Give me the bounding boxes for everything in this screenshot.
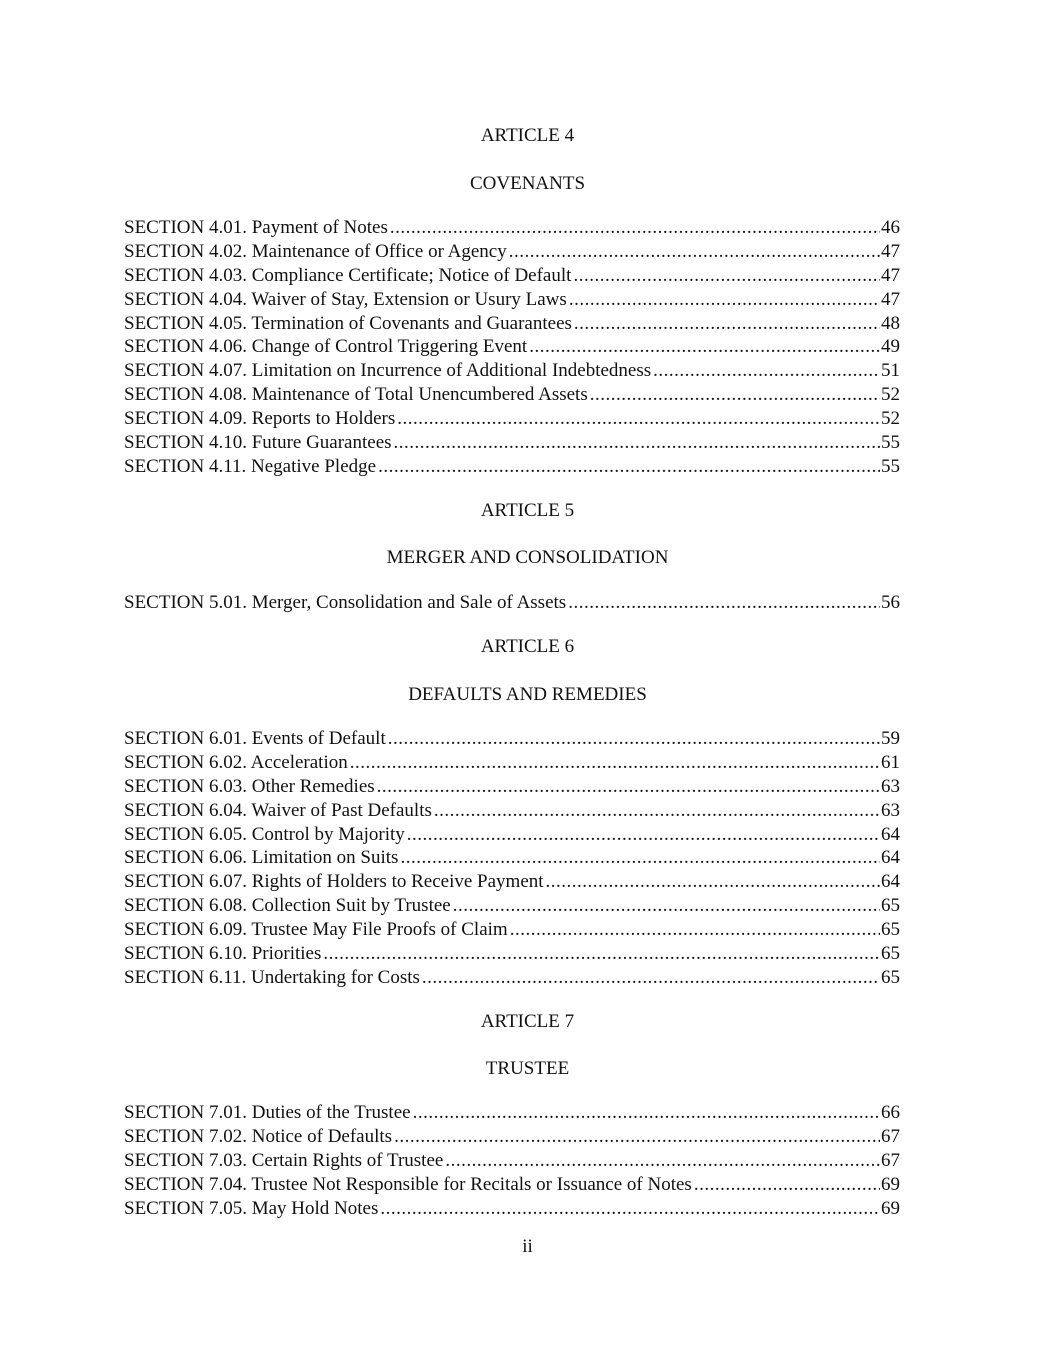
toc-entry-4-08[interactable] [124, 383, 900, 407]
toc-entry-6-01[interactable] [124, 727, 900, 751]
dot-leader [453, 894, 880, 918]
toc-entry-page: 47 [881, 264, 900, 286]
toc-entry-title: SECTION 6.09. Trustee May File Proofs of Claim [124, 919, 508, 941]
dot-leader [529, 335, 880, 359]
toc-entry-page: 56 [881, 592, 900, 613]
toc-entry-6-02[interactable] [124, 751, 900, 775]
dot-leader [394, 431, 880, 455]
toc-entry-page: 48 [881, 312, 900, 334]
article-7-title: TRUSTEE [485, 1058, 570, 1079]
toc-entry-title: SECTION 6.10. Priorities [124, 943, 322, 965]
toc-entry-page: 61 [881, 751, 900, 773]
toc-entry-title: SECTION 7.04. Trustee Not Responsible for Recitals or Issuance of Notes [124, 1173, 692, 1195]
toc-entry-page: 52 [881, 384, 900, 406]
article-6-number: ARTICLE 6 [480, 636, 575, 657]
toc-entry-6-06[interactable] [124, 846, 900, 870]
toc-entry-7-03[interactable] [124, 1149, 900, 1173]
toc-entry-title: SECTION 4.08. Maintenance of Total Unencumbered Assets [124, 384, 588, 406]
toc-entry-4-01[interactable] [124, 216, 900, 240]
toc-entry-title: SECTION 4.04. Waiver of Stay, Extension or Usury Laws [124, 288, 567, 310]
toc-entry-title: SECTION 6.02. Acceleration [124, 751, 348, 773]
toc-entry-4-04[interactable] [124, 288, 900, 312]
toc-entry-page: 63 [881, 775, 900, 797]
toc-entry-4-09[interactable] [124, 407, 900, 431]
toc-entry-4-02[interactable] [124, 240, 900, 264]
dot-leader [380, 1197, 880, 1221]
toc-entry-title: SECTION 6.04. Waiver of Past Defaults [124, 799, 432, 821]
toc-entry-6-10[interactable] [124, 942, 900, 966]
toc-entry-page: 64 [881, 823, 900, 845]
toc-entry-6-08[interactable] [124, 894, 900, 918]
article-6-title: DEFAULTS AND REMEDIES [408, 684, 647, 705]
toc-entry-page: 66 [881, 1102, 900, 1123]
toc-entry-7-05[interactable] [124, 1197, 900, 1221]
dot-leader [390, 216, 880, 240]
toc-entry-7-04[interactable] [124, 1173, 900, 1197]
toc-entry-title: SECTION 7.05. May Hold Notes [124, 1197, 379, 1219]
page-number: ii [522, 1236, 533, 1257]
toc-entry-page: 69 [881, 1173, 900, 1195]
toc-entry-page: 55 [881, 432, 900, 454]
dot-leader [653, 359, 880, 383]
toc-entry-title: SECTION 7.01. Duties of the Trustee [124, 1102, 411, 1123]
dot-leader [510, 918, 880, 942]
toc-entry-title: SECTION 4.01. Payment of Notes [124, 217, 388, 238]
dot-leader [546, 870, 880, 894]
toc-entry-page: 64 [881, 871, 900, 893]
article-5-number: ARTICLE 5 [480, 500, 575, 521]
dot-leader [568, 591, 880, 615]
dot-leader [323, 942, 880, 966]
article-7-section-list [124, 1101, 900, 1220]
toc-entry-6-07[interactable] [124, 870, 900, 894]
toc-entry-6-11[interactable] [124, 966, 900, 990]
dot-leader [509, 240, 880, 264]
toc-entry-6-04[interactable] [124, 799, 900, 823]
toc-entry-page: 65 [881, 966, 900, 988]
article-4-section-list [124, 216, 900, 479]
dot-leader [445, 1149, 880, 1173]
dot-leader [350, 751, 880, 775]
toc-entry-4-06[interactable] [124, 335, 900, 359]
toc-entry-page: 47 [881, 240, 900, 262]
article-7-number: ARTICLE 7 [480, 1011, 575, 1032]
toc-entry-page: 65 [881, 895, 900, 917]
article-6-section-list [124, 727, 900, 990]
toc-entry-page: 65 [881, 919, 900, 941]
dot-leader [573, 264, 880, 288]
toc-entry-title: SECTION 6.07. Rights of Holders to Receive Payment [124, 871, 544, 893]
toc-entry-page: 63 [881, 799, 900, 821]
toc-entry-page: 64 [881, 847, 900, 869]
dot-leader [694, 1173, 880, 1197]
toc-entry-page: 65 [881, 943, 900, 965]
dot-leader [407, 823, 880, 847]
article-4-title: COVENANTS [469, 173, 586, 194]
toc-entry-page: 47 [881, 288, 900, 310]
toc-entry-6-05[interactable] [124, 823, 900, 847]
toc-entry-page: 51 [881, 360, 900, 382]
toc-entry-4-03[interactable] [124, 264, 900, 288]
dot-leader [422, 966, 880, 990]
toc-entry-title: SECTION 4.11. Negative Pledge [124, 455, 377, 477]
toc-entry-6-09[interactable] [124, 918, 900, 942]
dot-leader [434, 799, 880, 823]
toc-entry-title: SECTION 4.02. Maintenance of Office or Agency [124, 240, 507, 262]
toc-entry-title: SECTION 6.08. Collection Suit by Trustee [124, 895, 451, 917]
toc-entry-title: SECTION 4.05. Termination of Covenants and Guarantees [124, 312, 572, 334]
toc-entry-page: 67 [881, 1149, 900, 1171]
dot-leader [413, 1101, 880, 1125]
dot-leader [569, 288, 880, 312]
toc-entry-page: 52 [881, 408, 900, 430]
toc-entry-title: SECTION 4.09. Reports to Holders [124, 408, 396, 430]
dot-leader [378, 455, 880, 479]
toc-entry-4-10[interactable] [124, 431, 900, 455]
toc-entry-page: 59 [881, 728, 900, 749]
article-5-section-list [124, 591, 900, 615]
toc-entry-7-01[interactable] [124, 1101, 900, 1125]
toc-entry-page: 46 [881, 217, 900, 238]
toc-entry-title: SECTION 4.10. Future Guarantees [124, 432, 392, 454]
toc-entry-4-07[interactable] [124, 359, 900, 383]
toc-entry-title: SECTION 6.05. Control by Majority [124, 823, 405, 845]
toc-entry-title: SECTION 5.01. Merger, Consolidation and Sale of Assets [124, 592, 567, 613]
toc-entry-5-01[interactable] [124, 591, 900, 615]
dot-leader [574, 312, 880, 336]
dot-leader [394, 1125, 880, 1149]
toc-entry-title: SECTION 6.01. Events of Default [124, 728, 386, 749]
toc-entry-page: 55 [881, 455, 900, 477]
dot-leader [590, 383, 880, 407]
article-4-number: ARTICLE 4 [480, 125, 575, 146]
dot-leader [400, 846, 880, 870]
toc-entry-page: 67 [881, 1125, 900, 1147]
toc-entry-title: SECTION 6.03. Other Remedies [124, 775, 375, 797]
toc-entry-title: SECTION 4.03. Compliance Certificate; Notice of Default [124, 264, 572, 286]
dot-leader [397, 407, 880, 431]
toc-entry-title: SECTION 6.06. Limitation on Suits [124, 847, 399, 869]
toc-entry-4-05[interactable] [124, 312, 900, 336]
toc-entry-6-03[interactable] [124, 775, 900, 799]
toc-entry-4-11[interactable] [124, 455, 900, 479]
dot-leader [377, 775, 880, 799]
toc-entry-page: 49 [881, 336, 900, 358]
toc-entry-page: 69 [881, 1197, 900, 1219]
toc-entry-title: SECTION 4.07. Limitation on Incurrence of Additional Indebtedness [124, 360, 652, 382]
toc-entry-title: SECTION 7.03. Certain Rights of Trustee [124, 1149, 444, 1171]
dot-leader [388, 727, 880, 751]
toc-entry-7-02[interactable] [124, 1125, 900, 1149]
toc-entry-title: SECTION 6.11. Undertaking for Costs [124, 966, 420, 988]
toc-entry-title: SECTION 4.06. Change of Control Triggering Event [124, 336, 528, 358]
toc-entry-title: SECTION 7.02. Notice of Defaults [124, 1125, 393, 1147]
article-5-title: MERGER AND CONSOLIDATION [386, 547, 669, 568]
